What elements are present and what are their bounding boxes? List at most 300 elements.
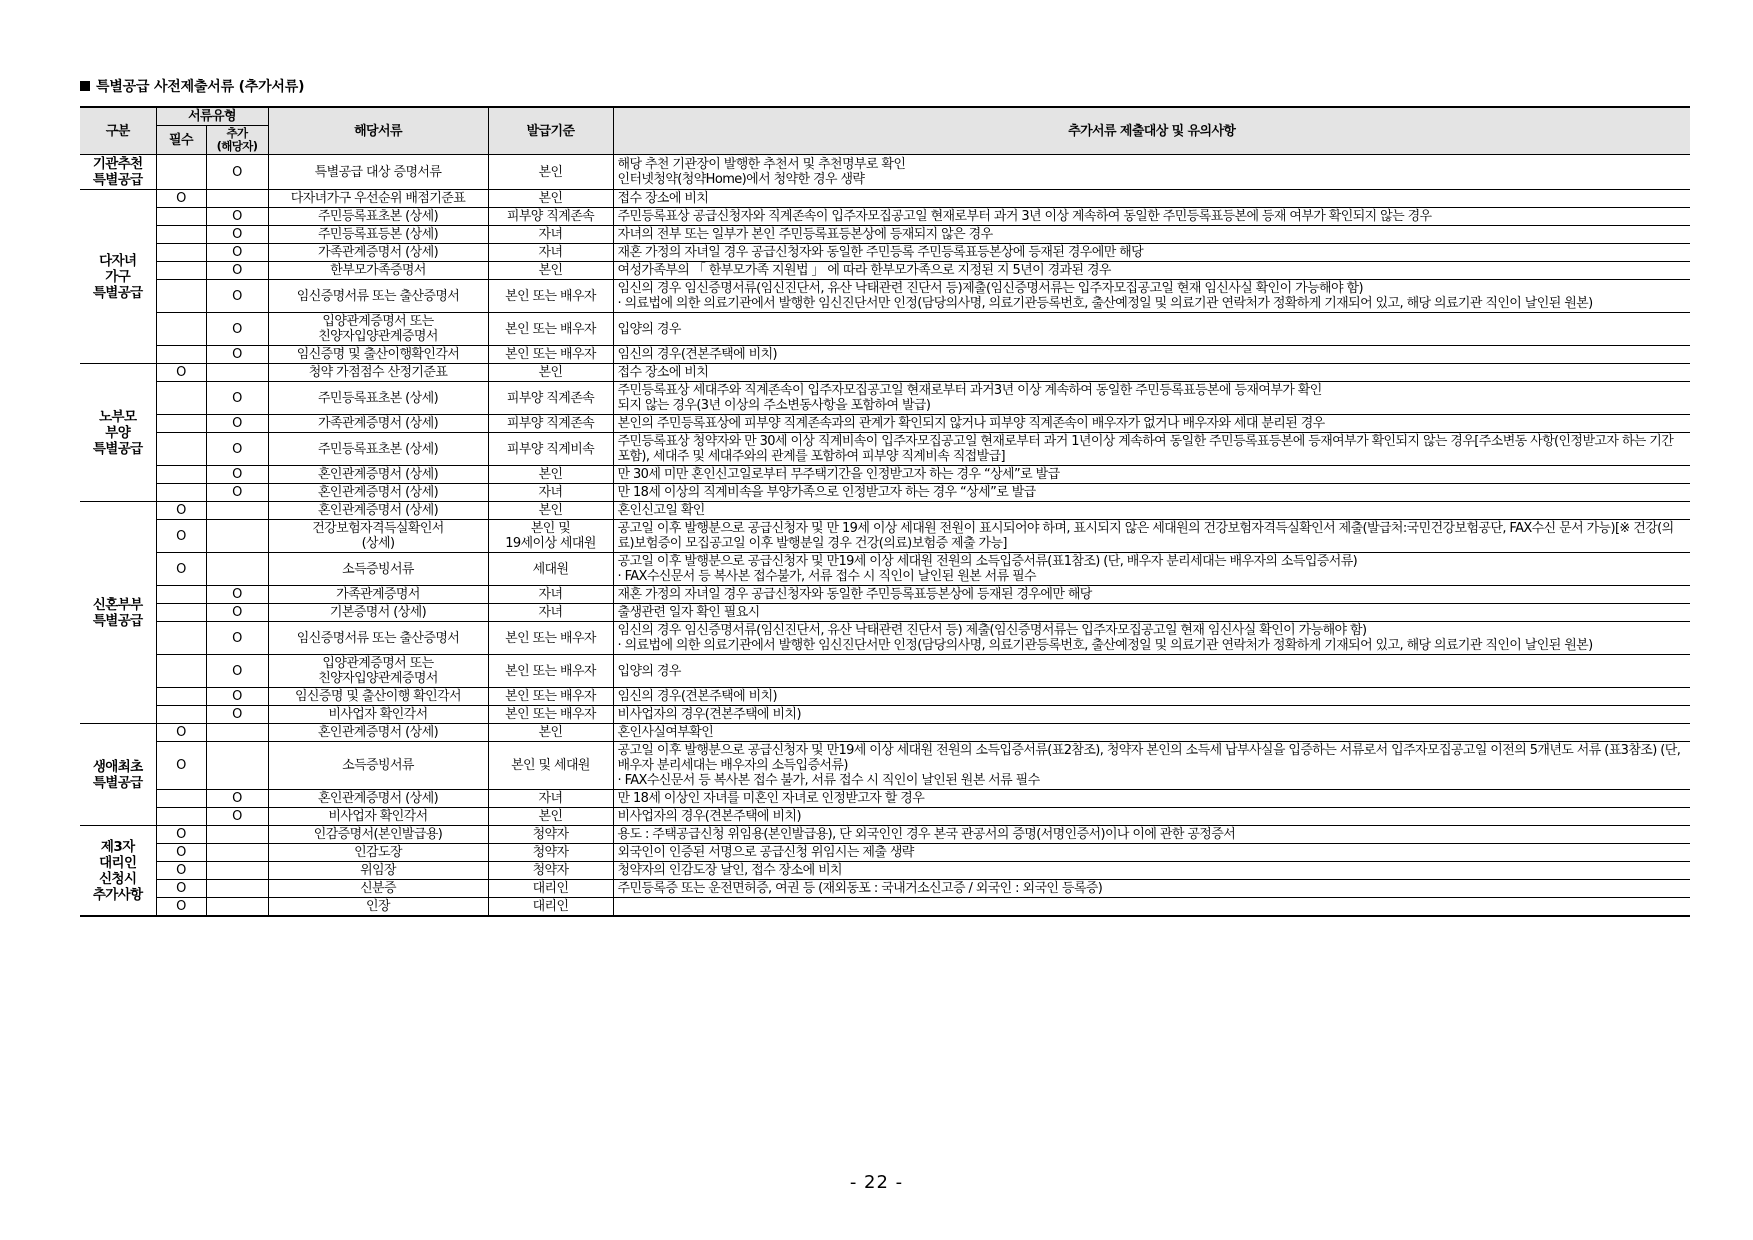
notes-cell [613, 262, 1690, 280]
notes-cell [613, 553, 1690, 586]
table-row [80, 262, 1690, 280]
document-line: 기본증명서 (상세) [329, 605, 427, 620]
document-name [268, 688, 488, 706]
table-row [80, 226, 1690, 244]
issue-basis [488, 688, 613, 706]
table-row [80, 655, 1690, 688]
document-name [268, 862, 488, 880]
notes-cell [613, 190, 1690, 208]
category-label: 특별공급 [92, 172, 143, 188]
note-line: 만 30세 미만 혼인신고일로부터 무주택기간을 인정받고자 하는 경우 “상세”로 발급 [617, 467, 1060, 482]
issue-basis [488, 844, 613, 862]
note-line: 여성가족부의 「 한부모가족 지원법 」 에 따라 한부모가족으로 지정된 지 5년이 경과된 경우 [617, 263, 1111, 278]
header-additional-label: 추가 [226, 126, 248, 140]
note-line: 해당 추천 기관장이 발행한 추천서 및 추천명부로 확인 [617, 157, 906, 172]
required-mark [156, 208, 206, 226]
issue-basis-line: 본인 또는 배우자 [505, 663, 596, 679]
category-label: 가구 [105, 268, 131, 285]
documents-table [80, 106, 1690, 917]
additional-mark [206, 826, 268, 844]
document-line: 소득증빙서류 [342, 561, 414, 577]
issue-basis [488, 226, 613, 244]
issue-basis-line: 본인 또는 배우자 [505, 347, 596, 362]
issue-basis-line: 본인 또는 배우자 [505, 288, 596, 304]
additional-mark: O [206, 622, 268, 655]
additional-mark: O [206, 466, 268, 484]
header-notes: 추가서류 제출대상 및 유의사항 [613, 107, 1690, 155]
header-category: 구분 [80, 107, 156, 155]
issue-basis [488, 790, 613, 808]
note-line: 공고일 이후 발행분으로 공급신청자 및 만19세 이상 세대원 전원의 소득입증서류(표1참조) (단, 배우자 분리세대는 배우자의 소득입증서류) [617, 554, 1358, 569]
required-mark [156, 790, 206, 808]
required-mark [156, 808, 206, 826]
issue-basis [488, 880, 613, 898]
notes-cell [613, 155, 1690, 190]
document-line: 인장 [366, 899, 390, 914]
note-line: 만 18세 이상인 자녀를 미혼인 자녀로 인정받고자 할 경우 [617, 791, 925, 806]
issue-basis [488, 724, 613, 742]
notes-cell [613, 622, 1690, 655]
notes-cell [613, 382, 1690, 415]
category-label: 특별공급 [92, 612, 143, 629]
note-line: 출생관련 일자 확인 필요시 [617, 605, 760, 620]
issue-basis-line: 세대원 [532, 561, 569, 577]
category-label: 추가사항 [92, 886, 143, 903]
document-name [268, 208, 488, 226]
issue-basis-line: 본인 [538, 467, 563, 482]
additional-mark: O [206, 484, 268, 502]
note-line: 접수 장소에 비치 [617, 191, 709, 206]
document-name [268, 553, 488, 586]
category-cell [80, 190, 156, 364]
issue-basis-line: 자녀 [538, 485, 563, 500]
required-mark [156, 688, 206, 706]
document-name [268, 826, 488, 844]
issue-basis [488, 433, 613, 466]
document-line: 한부모가족증명서 [330, 263, 426, 278]
table-row [80, 466, 1690, 484]
document-line: 신분증 [360, 881, 396, 896]
table-row [80, 520, 1690, 553]
document-name [268, 244, 488, 262]
note-line: 입양의 경우 [617, 321, 681, 337]
note-line: 비사업자의 경우(견본주택에 비치) [617, 809, 801, 824]
issue-basis [488, 364, 613, 382]
issue-basis-line: 대리인 [532, 881, 569, 896]
additional-mark [206, 190, 268, 208]
issue-basis-line: 본인 [538, 503, 563, 518]
required-mark: O [156, 898, 206, 917]
notes-cell [613, 208, 1690, 226]
issue-basis [488, 262, 613, 280]
required-mark: O [156, 844, 206, 862]
notes-cell [613, 502, 1690, 520]
additional-mark: O [206, 208, 268, 226]
additional-mark: O [206, 706, 268, 724]
issue-basis-line: 자녀 [538, 227, 563, 242]
category-cell [80, 502, 156, 724]
issue-basis-line: 피부양 직계비속 [506, 441, 595, 457]
issue-basis-line: 본인 및 세대원 [511, 758, 590, 773]
required-mark [156, 313, 206, 346]
notes-cell [613, 313, 1690, 346]
document-line: 특별공급 대상 증명서류 [314, 164, 442, 180]
additional-mark: O [206, 790, 268, 808]
additional-mark: O [206, 155, 268, 190]
table-row [80, 604, 1690, 622]
header-additional-sub: (해당자) [216, 139, 258, 153]
issue-basis [488, 808, 613, 826]
document-name [268, 742, 488, 790]
required-mark [156, 706, 206, 724]
document-line: (상세) [361, 536, 395, 551]
table-row [80, 190, 1690, 208]
note-line: · FAX수신문서 등 복사본 접수불가, 서류 접수 시 직인이 날인된 원본 서류 필수 [617, 569, 1037, 584]
document-name [268, 586, 488, 604]
required-mark [156, 244, 206, 262]
notes-cell [613, 688, 1690, 706]
required-mark: O [156, 502, 206, 520]
document-name [268, 706, 488, 724]
issue-basis [488, 520, 613, 553]
document-line: 인감증명서(본인발급용) [313, 827, 443, 842]
required-mark [156, 262, 206, 280]
issue-basis [488, 484, 613, 502]
document-name [268, 226, 488, 244]
table-row [80, 706, 1690, 724]
additional-mark: O [206, 604, 268, 622]
category-label: 생애최초 [92, 758, 143, 775]
table-row [80, 553, 1690, 586]
note-line: 주민등록표상 공급신청자와 직계존속이 입주자모집공고일 현재로부터 과거 3년 이상 계속하여 동일한 주민등록표등본에 등재 여부가 확인되지 않는 경우 [617, 209, 1432, 224]
category-label: 신혼부부 [92, 596, 143, 613]
issue-basis-line: 본인 [538, 809, 563, 824]
document-line: 비사업자 확인각서 [328, 809, 428, 824]
issue-basis-line: 본인 또는 배우자 [505, 707, 596, 722]
note-line: 혼인신고일 확인 [617, 503, 705, 518]
table-body [80, 155, 1690, 917]
required-mark: O [156, 190, 206, 208]
document-line: 건강보험자격득실확인서 [312, 521, 444, 536]
note-line: · 의료법에 의한 의료기관에서 발행한 임신진단서만 인정(담당의사명, 의료기관등록번호, 출산예정일 및 의료기관 연락처가 정확하게 기재되어 있고, 해당 의료기관 직인이 날인된 원본) [617, 638, 1593, 653]
document-name [268, 382, 488, 415]
document-name [268, 844, 488, 862]
issue-basis [488, 706, 613, 724]
additional-mark [206, 742, 268, 790]
document-line: 친양자입양관계증명서 [318, 329, 438, 344]
issue-basis-line: 대리인 [532, 899, 569, 914]
notes-cell [613, 604, 1690, 622]
notes-cell [613, 742, 1690, 790]
additional-mark [206, 844, 268, 862]
note-line: 임신의 경우(견본주택에 비치) [617, 689, 778, 704]
notes-cell [613, 880, 1690, 898]
document-name [268, 520, 488, 553]
notes-cell [613, 844, 1690, 862]
table-row [80, 346, 1690, 364]
table-row [80, 898, 1690, 917]
document-name [268, 790, 488, 808]
additional-mark: O [206, 382, 268, 415]
document-line: 친양자입양관계증명서 [318, 671, 438, 686]
section-title-text: 특별공급 사전제출서류 (추가서류) [96, 79, 305, 95]
issue-basis-line: 본인 및 [530, 521, 571, 536]
document-line: 위임장 [360, 863, 396, 878]
additional-mark: O [206, 415, 268, 433]
document-line: 임신증명서류 또는 출산증명서 [296, 288, 460, 304]
document-name [268, 280, 488, 313]
notes-cell [613, 706, 1690, 724]
required-mark [156, 346, 206, 364]
document-line: 주민등록표초본 (상세) [317, 390, 439, 406]
additional-mark: O [206, 262, 268, 280]
additional-mark: O [206, 655, 268, 688]
table-row [80, 313, 1690, 346]
note-line: 임신의 경우 임신증명서류(임신진단서, 유산 낙태관련 진단서 등) 제출(임신증명서류는 입주자모집공고일 현재 임신사실 확인이 가능해야 함) [617, 623, 1367, 638]
required-mark: O [156, 364, 206, 382]
header-doc-type: 서류유형 [156, 107, 268, 126]
issue-basis-line: 본인 또는 배우자 [505, 630, 596, 646]
required-mark: O [156, 742, 206, 790]
note-line: · 의료법에 의한 의료기관에서 발행한 임신진단서만 인정(담당의사명, 의료기관등록번호, 출산예정일 및 의료기관 연락처가 정확하게 기재되어 있고, 해당 의료기관 직인이 날인된 원본) [617, 296, 1593, 311]
additional-mark: O [206, 586, 268, 604]
notes-cell [613, 364, 1690, 382]
required-mark [156, 433, 206, 466]
document-line: 다자녀가구 우선순위 배점기준표 [290, 191, 466, 206]
category-cell [80, 364, 156, 502]
additional-mark: O [206, 808, 268, 826]
additional-mark: O [206, 280, 268, 313]
document-line: 비사업자 확인각서 [328, 707, 428, 722]
category-cell [80, 826, 156, 917]
category-label: 기관추천 [92, 156, 143, 172]
notes-cell [613, 808, 1690, 826]
document-name [268, 313, 488, 346]
notes-cell [613, 244, 1690, 262]
required-mark: O [156, 862, 206, 880]
notes-cell [613, 655, 1690, 688]
required-mark [156, 155, 206, 190]
notes-cell [613, 790, 1690, 808]
additional-mark: O [206, 244, 268, 262]
issue-basis [488, 604, 613, 622]
table-row [80, 742, 1690, 790]
document-name [268, 346, 488, 364]
category-label: 대리인 [99, 854, 137, 871]
document-line: 주민등록표초본 (상세) [317, 441, 439, 457]
table-row [80, 808, 1690, 826]
additional-mark [206, 520, 268, 553]
document-line: 주민등록표초본 (상세) [317, 209, 439, 224]
document-name [268, 655, 488, 688]
document-name [268, 898, 488, 917]
table-row [80, 155, 1690, 190]
issue-basis-line: 자녀 [538, 605, 563, 620]
additional-mark: O [206, 226, 268, 244]
issue-basis [488, 502, 613, 520]
issue-basis [488, 655, 613, 688]
notes-cell [613, 826, 1690, 844]
document-line: 혼인관계증명서 (상세) [317, 485, 439, 500]
document-line: 임신증명 및 출산이행 확인각서 [294, 689, 462, 704]
issue-basis [488, 244, 613, 262]
additional-mark [206, 502, 268, 520]
required-mark [156, 466, 206, 484]
issue-basis [488, 382, 613, 415]
issue-basis [488, 553, 613, 586]
document-line: 가족관계증명서 (상세) [317, 245, 439, 260]
document-name [268, 808, 488, 826]
notes-cell [613, 862, 1690, 880]
header-additional [206, 126, 268, 155]
note-line: 본인의 주민등록표상에 피부양 직계존속과의 관계가 확인되지 않거나 피부양 직계존속이 배우자가 없거나 배우자와 세대 분리된 경우 [617, 416, 1325, 431]
table-header [80, 107, 1690, 155]
issue-basis-line: 본인 [538, 725, 563, 740]
document-line: 인감도장 [354, 845, 402, 860]
document-line: 청약 가점점수 산정기준표 [308, 365, 448, 380]
notes-cell [613, 724, 1690, 742]
document-name [268, 622, 488, 655]
required-mark: O [156, 724, 206, 742]
table-row [80, 280, 1690, 313]
document-name [268, 433, 488, 466]
table-row [80, 688, 1690, 706]
note-line: · FAX수신문서 등 복사본 접수 불가, 서류 접수 시 직인이 날인된 원본 서류 필수 [617, 773, 1040, 788]
required-mark: O [156, 553, 206, 586]
required-mark [156, 484, 206, 502]
table-row [80, 502, 1690, 520]
table-row [80, 826, 1690, 844]
note-line: 임신의 경우 임신증명서류(임신진단서, 유산 낙태관련 진단서 등)제출(임신증명서류는 입주자모집공고일 현재 임신사실 확인이 가능해야 함) [617, 281, 1363, 296]
document-line: 혼인관계증명서 (상세) [317, 791, 439, 806]
table-row [80, 208, 1690, 226]
category-cell [80, 724, 156, 826]
notes-cell [613, 466, 1690, 484]
issue-basis-line: 청약자 [532, 863, 569, 878]
issue-basis-line: 19세이상 세대원 [505, 536, 596, 551]
category-label: 제3자 [100, 838, 135, 855]
issue-basis [488, 346, 613, 364]
issue-basis-line: 청약자 [532, 845, 569, 860]
note-line: 외국인이 인증된 서명으로 공급신청 위임시는 제출 생략 [617, 845, 914, 860]
note-line: 혼인사실여부확인 [617, 725, 714, 740]
note-line: 주민등록표상 청약자와 만 30세 이상 직계비속이 입주자모집공고일 현재로부터 과거 1년이상 계속하여 동일한 주민등록표등본에 등재여부가 확인되지 않는 경우[주소변동 사항(인정받고자 하는 기간 포함), 세대주 및 세대주와의 관계를 포함하여 피부양 직계비속 직접발급] [617, 434, 1674, 464]
document-line: 가족관계증명서 (상세) [317, 416, 439, 431]
additional-mark [206, 862, 268, 880]
document-line: 혼인관계증명서 (상세) [317, 467, 439, 482]
note-line: 임신의 경우(견본주택에 비치) [617, 347, 778, 362]
table-row [80, 433, 1690, 466]
header-document: 해당서류 [268, 107, 488, 155]
document-line: 소득증빙서류 [342, 758, 414, 773]
document-line: 임신증명 및 출산이행확인각서 [296, 347, 460, 362]
issue-basis [488, 208, 613, 226]
issue-basis-line: 본인 [538, 164, 563, 180]
additional-mark [206, 880, 268, 898]
document-name [268, 415, 488, 433]
notes-cell [613, 415, 1690, 433]
table-row [80, 844, 1690, 862]
notes-cell [613, 484, 1690, 502]
required-mark [156, 382, 206, 415]
table-row [80, 364, 1690, 382]
page-number: - 22 - [849, 1172, 904, 1193]
document-line: 입양관계증명서 또는 [322, 656, 434, 671]
category-label: 다자녀 [99, 252, 137, 269]
table-row [80, 382, 1690, 415]
issue-basis-line: 청약자 [532, 827, 569, 842]
document-name [268, 364, 488, 382]
issue-basis-line: 본인 또는 배우자 [505, 321, 596, 337]
issue-basis-line: 피부양 직계존속 [506, 209, 595, 224]
issue-basis-line: 본인 [538, 191, 563, 206]
issue-basis [488, 466, 613, 484]
notes-cell [613, 226, 1690, 244]
table-row [80, 862, 1690, 880]
document-line: 임신증명서류 또는 출산증명서 [296, 630, 460, 646]
table-row [80, 622, 1690, 655]
notes-cell [613, 898, 1690, 917]
square-bullet-icon [80, 81, 90, 91]
additional-mark: O [206, 433, 268, 466]
document-line: 가족관계증명서 [336, 587, 420, 602]
note-line: 주민등록증 또는 운전면허증, 여권 등 (재외동포 : 국내거소신고증 / 외국인 : 외국인 등록증) [617, 881, 1103, 896]
header-issue-basis: 발급기준 [488, 107, 613, 155]
document-name [268, 502, 488, 520]
note-line: 만 18세 이상의 직계비속을 부양가족으로 인정받고자 하는 경우 “상세”로 발급 [617, 485, 1036, 500]
issue-basis [488, 622, 613, 655]
issue-basis-line: 본인 [538, 263, 563, 278]
notes-cell [613, 433, 1690, 466]
note-line: 접수 장소에 비치 [617, 365, 709, 380]
notes-cell [613, 520, 1690, 553]
note-line: 주민등록표상 세대주와 직계존속이 입주자모집공고일 현재로부터 과거3년 이상 계속하여 동일한 주민등록표등본에 등재여부가 확인 [617, 383, 1322, 398]
required-mark [156, 622, 206, 655]
issue-basis [488, 826, 613, 844]
notes-cell [613, 346, 1690, 364]
issue-basis [488, 190, 613, 208]
document-line: 혼인관계증명서 (상세) [317, 503, 439, 518]
document-name [268, 155, 488, 190]
issue-basis-line: 본인 또는 배우자 [505, 689, 596, 704]
issue-basis [488, 155, 613, 190]
table-row [80, 415, 1690, 433]
required-mark [156, 226, 206, 244]
note-line: 청약자의 인감도장 날인, 접수 장소에 비치 [617, 863, 842, 878]
issue-basis-line: 본인 [538, 365, 563, 380]
section-title [80, 76, 304, 96]
document-line: 주민등록표등본 (상세) [317, 227, 439, 242]
note-line: 재혼 가정의 자녀일 경우 공급신청자와 동일한 주민등록 주민등록표등본상에 등재된 경우에만 해당 [617, 245, 1144, 260]
issue-basis [488, 898, 613, 917]
category-label: 신청시 [99, 870, 137, 887]
category-label: 특별공급 [92, 774, 143, 791]
document-line: 혼인관계증명서 (상세) [317, 725, 439, 740]
category-label: 특별공급 [92, 284, 143, 301]
required-mark [156, 604, 206, 622]
issue-basis [488, 415, 613, 433]
note-line: 되지 않는 경우(3년 이상의 주소변동사항을 포함하여 발급) [617, 398, 931, 413]
document-name [268, 880, 488, 898]
document-name [268, 484, 488, 502]
document-name [268, 262, 488, 280]
issue-basis [488, 280, 613, 313]
additional-mark: O [206, 313, 268, 346]
table-row [80, 484, 1690, 502]
required-mark [156, 655, 206, 688]
issue-basis [488, 862, 613, 880]
issue-basis-line: 피부양 직계존속 [506, 416, 595, 431]
